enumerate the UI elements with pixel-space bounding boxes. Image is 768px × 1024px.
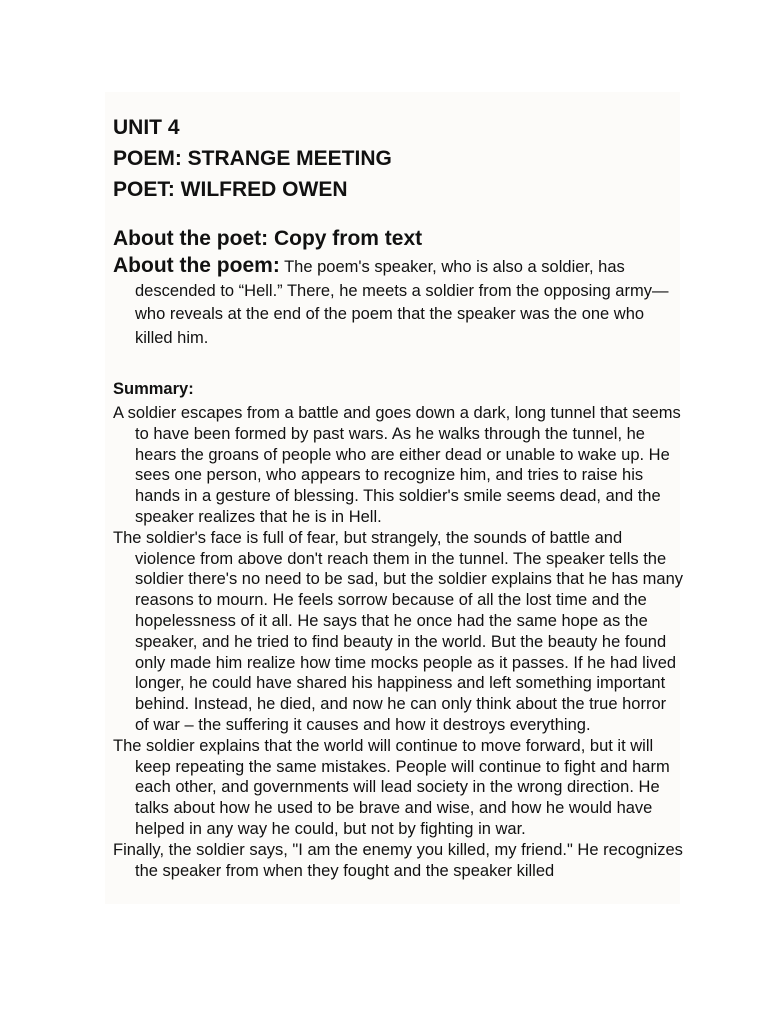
document-content xyxy=(113,112,683,881)
about-the-poem-label: About the poem: xyxy=(113,254,280,277)
unit-heading: UNIT 4 xyxy=(113,116,180,139)
summary-paragraph-4: Finally, the soldier says, "I am the enemy you killed, my friend." He recognizes the speaker from when they fought and the speaker killed xyxy=(113,840,683,880)
summary-paragraph-3: The soldier explains that the world will continue to move forward, but it will keep repeating the same mistakes. People will continue to fight and harm each other, and governments will lead society in the wrong direction. He talks about how he used to be brave and wise, and how he would have helped in any way he could, but not by fighting in war. xyxy=(113,736,670,838)
about-the-poem-paragraph xyxy=(113,254,683,350)
summary-paragraph-2: The soldier's face is full of fear, but strangely, the sounds of battle and violence from above don't reach them in the tunnel. The speaker tells the soldier there's no need to be sad, but the soldier explains that he has many reasons to mourn. He feels sorrow because of all the lost time and the hopelessness of it all. He says that he once had the same hope as the speaker, and he tried to find beauty in the world. But the beauty he found only made him realize how time mocks people as it passes. If he had lived longer, he could have shared his happiness and left something important behind. Instead, he died, and now he can only think about the true horror of war – the suffering it causes and how it destroys everything. xyxy=(113,528,683,734)
summary-heading: Summary: xyxy=(113,380,194,398)
summary-paragraph-1: A soldier escapes from a battle and goes down a dark, long tunnel that seems to have been formed by past wars. As he walks through the tunnel, he hears the groans of people who are either dead or unable to wake up. He sees one person, who appears to recognize him, and tries to raise his hands in a gesture of blessing. This soldier's smile seems dead, and the speaker realizes that he is in Hell. xyxy=(113,404,681,526)
about-the-poem-text: The poem's speaker, who is also a soldier, has descended to “Hell.” There, he meets a soldier from the opposing army—who reveals at the end of the poem that the speaker was the one who killed him. xyxy=(135,258,669,347)
about-the-poet-heading: About the poet: Copy from text xyxy=(113,227,423,250)
poet-name: POET: WILFRED OWEN xyxy=(113,178,348,201)
poem-title: POEM: STRANGE MEETING xyxy=(113,147,392,170)
